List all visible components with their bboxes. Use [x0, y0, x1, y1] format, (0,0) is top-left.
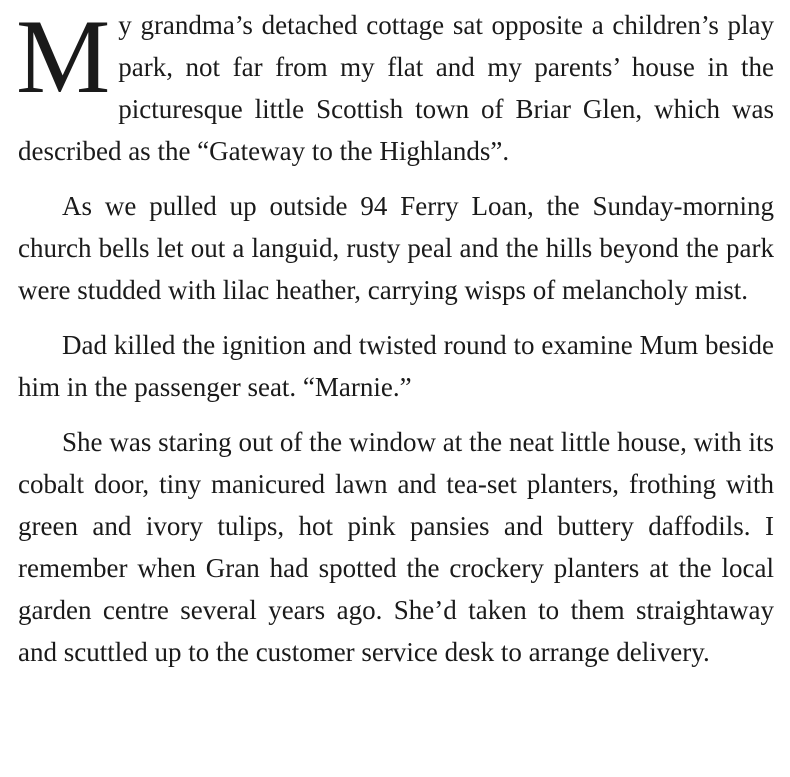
book-page: [16, 0, 774, 686]
paragraph-2: As we pulled up outside 94 Ferry Loan, the Sunday-morning church bells let out a languid, rusty peal and the hills beyond the park were studded with lilac heather, carrying wisps of melancholy mist.: [18, 191, 774, 305]
paragraph-3: Dad killed the ignition and twisted round to examine Mum beside him in the passenger seat. “Marnie.”: [18, 330, 774, 402]
paragraph-1: [16, 0, 774, 172]
paragraph-1-text: y grandma’s detached cottage sat opposite a children’s play park, not far from my flat and my parents’ house in the picturesque little Scottish town of Briar Glen, which was described as the “Gateway to the Highlands”.: [18, 10, 774, 166]
drop-cap-letter: M: [16, 0, 111, 115]
paragraph-4: She was staring out of the window at the neat little house, with its cobalt door, tiny manicured lawn and tea-set planters, frothing with green and ivory tulips, hot pink pansies and buttery daffodils. I remember when Gran had spotted the crockery planters at the local garden centre several years ago. She’d taken to them straightaway and scuttled up to the customer service desk to arrange delivery.: [18, 427, 774, 667]
